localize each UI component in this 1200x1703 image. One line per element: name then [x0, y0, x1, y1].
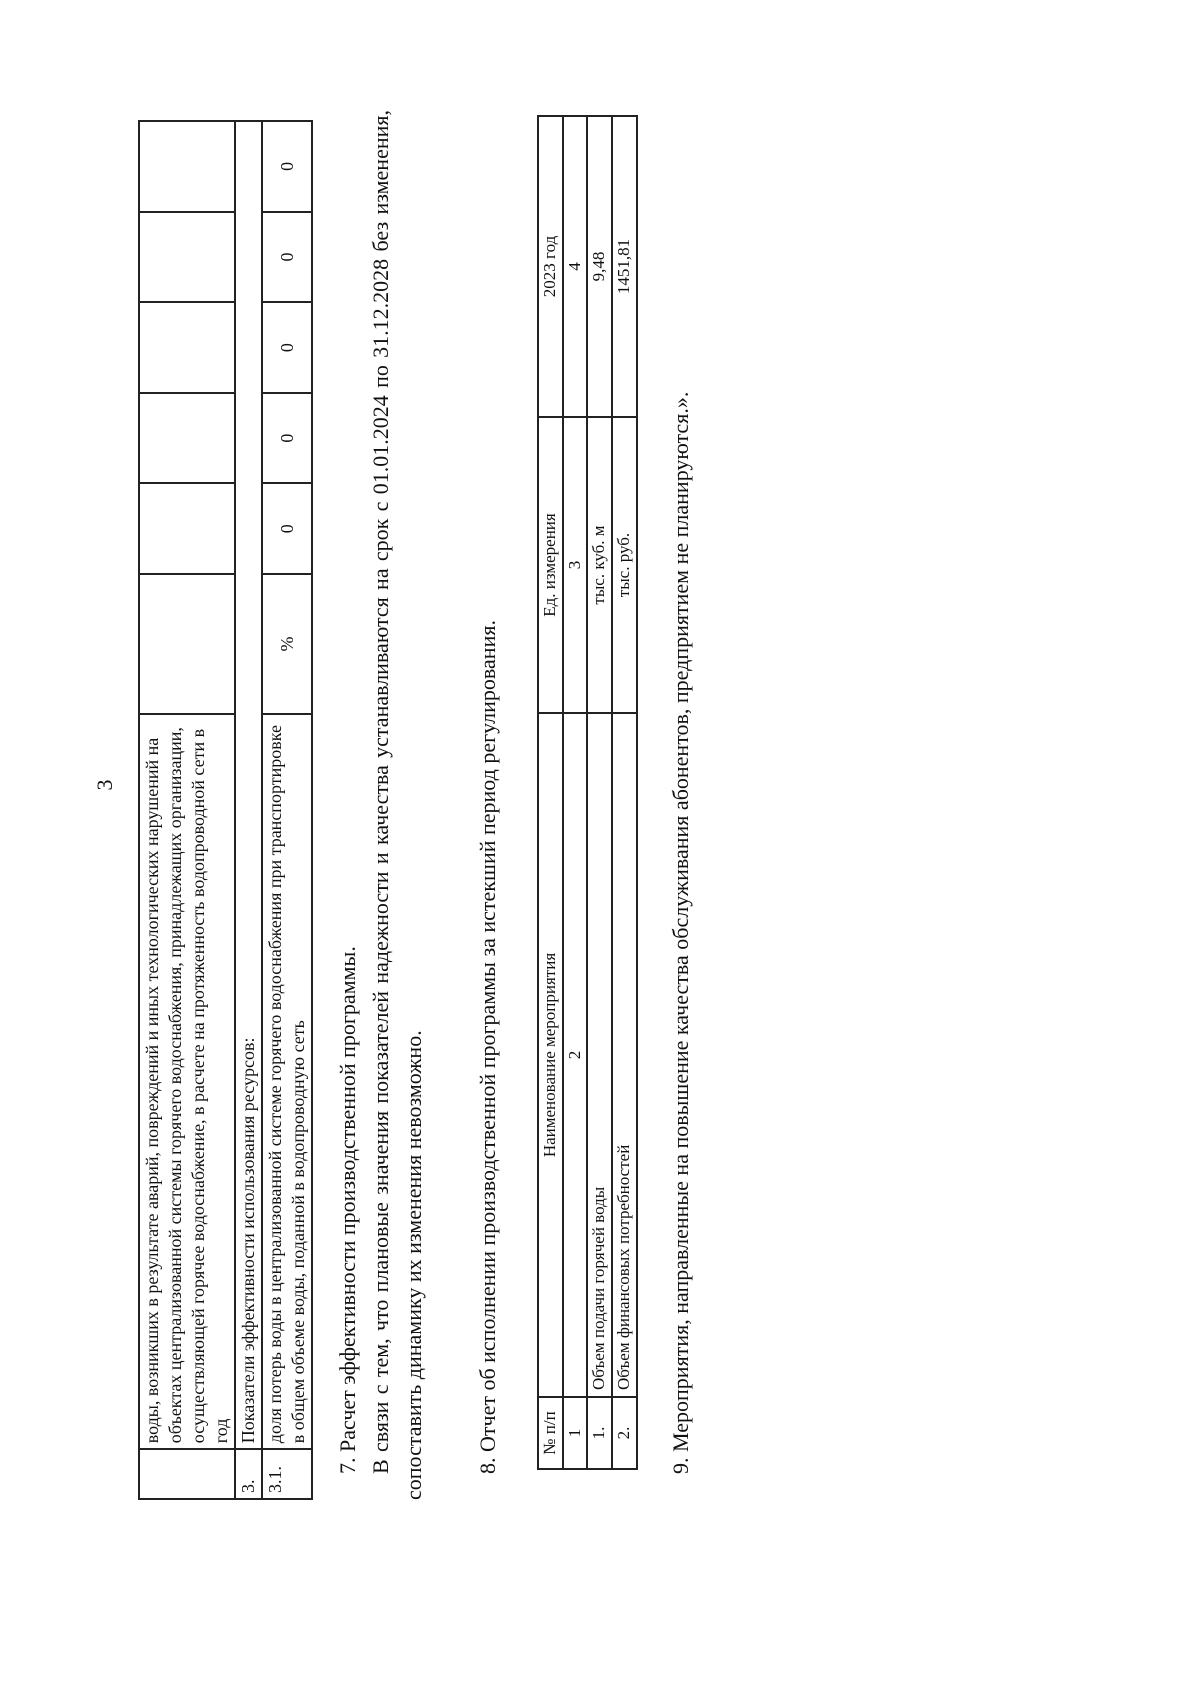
- row-value: 9,48: [587, 116, 612, 417]
- section7-title: 7. Расчет эффективности производственной программы.: [335, 946, 360, 1474]
- section9-text: 9. Мероприятия, направленные на повышение качества обслуживания абонентов, предприятием не планируются.».: [668, 391, 693, 1474]
- indicator-value: 0: [262, 483, 312, 574]
- row-unit: тыс. руб.: [612, 417, 637, 713]
- rotated-page: [92, 70, 1100, 1500]
- row-unit: тыс. куб. м: [587, 417, 612, 713]
- row-number: 3.1.: [262, 1449, 312, 1499]
- column-number: 3: [563, 417, 588, 713]
- report-table: [537, 115, 638, 1470]
- table-row: [262, 121, 312, 1499]
- indicator-value: 0: [262, 121, 312, 212]
- indicator-value: 0: [262, 393, 312, 484]
- section-title: Показатели эффективности использования ресурсов:: [235, 121, 262, 1449]
- indicators-table: [138, 120, 313, 1500]
- column-number: 2: [563, 713, 588, 1397]
- section-number: 3.: [235, 1449, 262, 1499]
- header-unit: Ед. измерения: [538, 417, 563, 713]
- table-row: [139, 121, 235, 1499]
- row-name: Объем финансовых потребностей: [612, 713, 637, 1397]
- column-number: 4: [563, 116, 588, 417]
- page-number: 3: [92, 779, 117, 791]
- continued-indicator-text: воды, возникших в результате аварий, повреждений и иных технологических нарушений на объектах централизованной системы горячего водоснабжения, принадлежащих организации, осуществляющей горячее водоснабжение, в расчете на протяженность водопроводной сети в год: [139, 714, 235, 1449]
- column-numbers-row: [563, 116, 588, 1469]
- header-name: Наименование мероприятия: [538, 713, 563, 1397]
- indicator-value: 0: [262, 212, 312, 303]
- table-row: [235, 121, 262, 1499]
- table-row: [612, 116, 637, 1469]
- row-name: Объем подачи горячей воды: [587, 713, 612, 1397]
- row-number: 2.: [612, 1397, 637, 1469]
- indicator-unit: %: [262, 574, 312, 714]
- header-year: 2023 год: [538, 116, 563, 417]
- column-number: 1: [563, 1397, 588, 1469]
- indicator-value: 0: [262, 302, 312, 393]
- table-row: [587, 116, 612, 1469]
- section7-paragraph: В связи с тем, что плановые значения показателей надежности и качества устанавливаются на срок с 01.01.2024 по 31.12.2028 без изменения, сопоставить динамику их изменения невозможно.: [368, 110, 426, 1500]
- section8-title: 8. Отчет об исполнении производственной программы за истекший период регулирования.: [475, 620, 500, 1474]
- indicator-name: доля потерь воды в централизованной системе горячего водоснабжения при транспортировке в общем объеме воды, поданной в водопроводную сеть: [262, 714, 312, 1449]
- row-number: 1.: [587, 1397, 612, 1469]
- header-num: № п/п: [538, 1397, 563, 1469]
- table-header-row: [538, 116, 563, 1469]
- row-value: 1451,81: [612, 116, 637, 417]
